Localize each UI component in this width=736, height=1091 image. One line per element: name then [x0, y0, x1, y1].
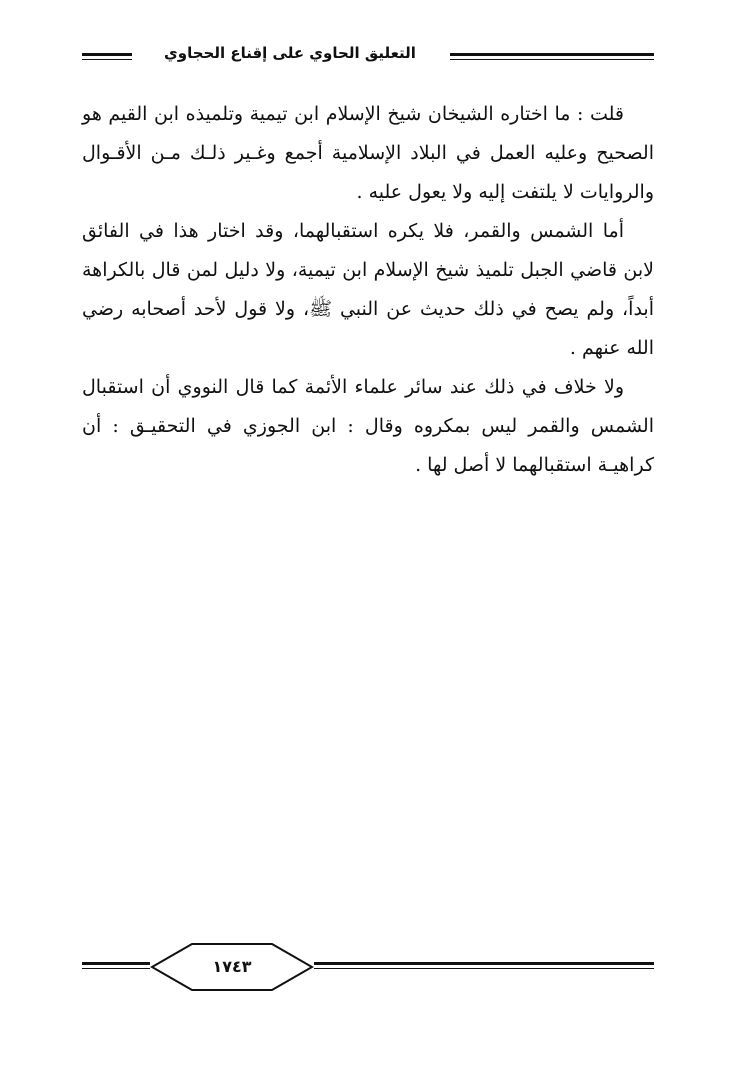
header-rule-right — [450, 53, 654, 63]
body-text — [82, 95, 654, 485]
paragraph-1: قلت : ما اختاره الشيخان شيخ الإسلام ابن تيمية وتلميذه ابن القيم هو الصحيح وعليه العمل في البلاد الإسلامية أجمع وغـير ذلـك مـن الأقـوال والروايات لا يلتفت إليه ولا يعول عليه . — [82, 103, 654, 203]
paragraph-2: أما الشمس والقمر، فلا يكره استقبالهما، وقد اختار هذا في الفائق لابن قاضي الجبل تلميذ شيخ الإسلام ابن تيمية، ولا دليل لمن قال بالكراهة أبداً، ولم يصح في ذلك حديث عن النبي ﷺ، ولا قول لأحد أصحابه رضي الله عنهم . — [82, 220, 654, 359]
page-footer — [82, 942, 654, 992]
footer-rule-right — [314, 962, 654, 972]
running-header — [82, 38, 654, 68]
paragraph-3: ولا خلاف في ذلك عند سائر علماء الأئمة كما قال النووي أن استقبال الشمس والقمر ليس بمكروه وقال : ابن الجوزي في التحقيـق : أن كراهيـة استقبالهما لا أصل لها . — [82, 376, 654, 476]
footer-rule-left — [82, 962, 150, 972]
running-header-title: التعليق الحاوي على إقناع الحجاوي — [164, 44, 416, 62]
page-number: ١٧٤٣ — [212, 957, 252, 976]
header-rule-left — [82, 53, 132, 63]
